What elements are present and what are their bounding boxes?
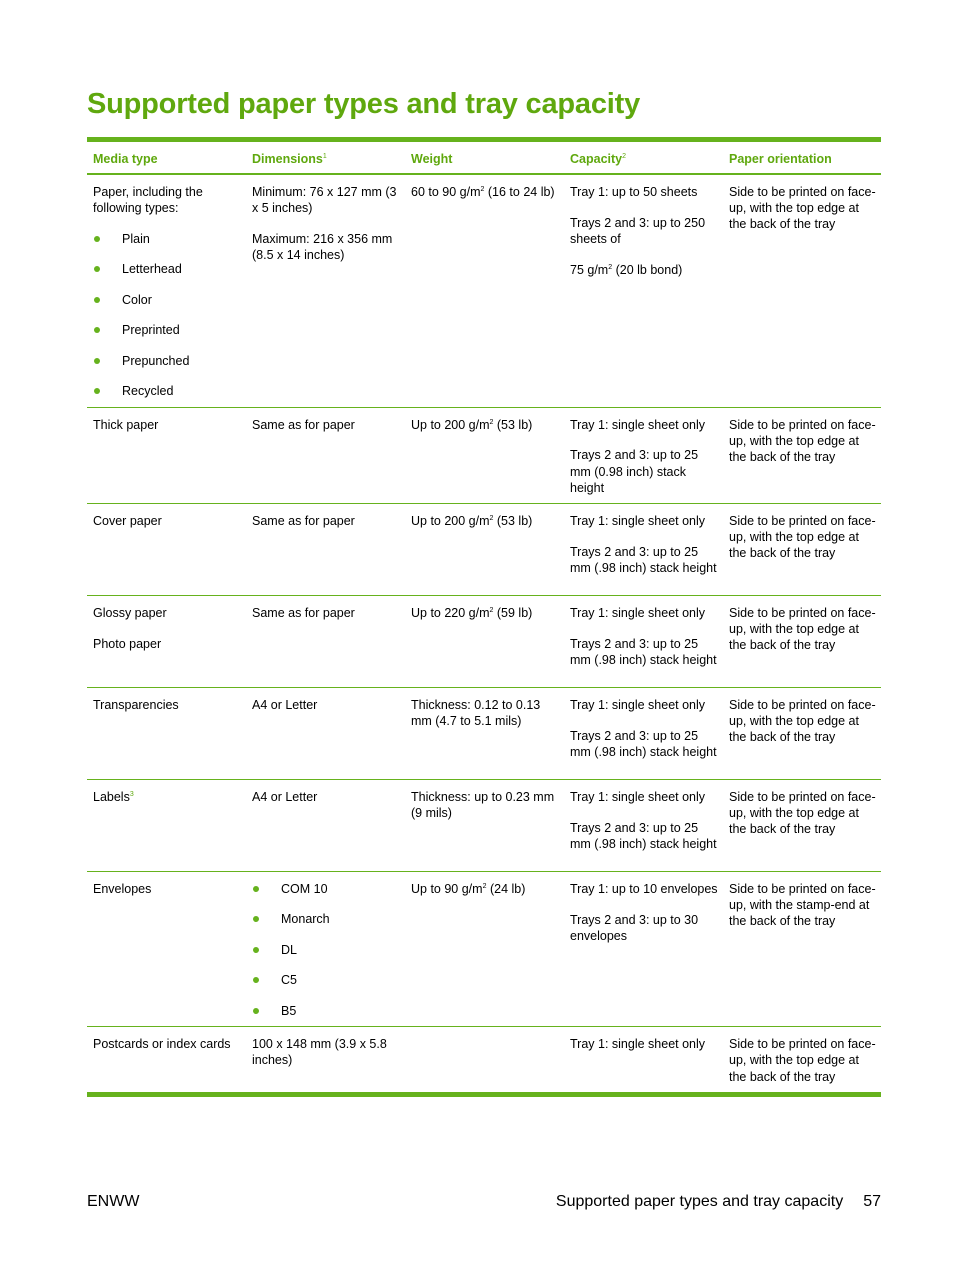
paper-types-list	[93, 231, 242, 400]
cell-orientation: Side to be printed on face-up, with the top edge at the back of the tray	[723, 503, 881, 595]
cell-dimensions: Same as for paper	[246, 595, 405, 687]
header-capacity: Capacity$^2$	[564, 142, 723, 174]
cell-capacity: Tray 1: up to 50 sheets Trays 2 and 3: up to 250 sheets of 75 $g/m^2$ (20 lb bond)	[564, 174, 723, 407]
cell-media-type: Envelopes	[87, 871, 246, 1026]
list-item: B5	[252, 1003, 401, 1019]
cell-dimensions	[246, 871, 405, 1026]
cell-capacity: Tray 1: single sheet only Trays 2 and 3: up to 25 mm (.98 inch) stack height	[564, 595, 723, 687]
cell-capacity: Tray 1: single sheet only	[570, 1037, 706, 1052]
table-row	[87, 1027, 881, 1092]
cell-dimensions: A4 or Letter	[246, 779, 405, 871]
table-row	[87, 503, 881, 595]
bullet-icon	[253, 947, 259, 953]
list-item: C5	[252, 972, 401, 988]
table-row	[87, 174, 881, 407]
bullet-icon	[94, 327, 100, 333]
bullet-icon	[253, 977, 259, 983]
cell-media-type: Transparencies	[87, 687, 246, 779]
cell-weight: Up to 200 $g/m^2$ (53 lb)	[405, 407, 564, 503]
bullet-icon	[253, 916, 259, 922]
cell-orientation: Side to be printed on face-up, with the top edge at the back of the tray	[723, 407, 881, 503]
footnote-marker: 3	[129, 790, 134, 798]
footer-section-title: Supported paper types and tray capacity	[555, 1193, 844, 1210]
cell-media-type: Glossy paper Photo paper	[87, 595, 246, 687]
footnote-marker: 2	[622, 152, 627, 160]
bullet-icon	[94, 297, 100, 303]
cell-weight	[405, 1027, 564, 1092]
table-row	[87, 595, 881, 687]
page-number: 57	[863, 1193, 881, 1210]
paper-types-table	[87, 137, 881, 1097]
table-header-row	[87, 142, 881, 174]
cell-media-type: Cover paper	[87, 503, 246, 595]
cell-capacity: Tray 1: single sheet only Trays 2 and 3: up to 25 mm (.98 inch) stack height	[564, 503, 723, 595]
cell-orientation: Side to be printed on face-up, with the top edge at the back of the tray	[723, 595, 881, 687]
footnote-marker: 1	[322, 152, 327, 160]
envelope-sizes-list	[252, 881, 401, 1019]
cell-weight: Thickness: up to 0.23 mm (9 mils)	[405, 779, 564, 871]
footer-right	[556, 1193, 881, 1211]
list-item: DL	[252, 942, 401, 958]
cell-capacity: Tray 1: single sheet only Trays 2 and 3: up to 25 mm (.98 inch) stack height	[564, 687, 723, 779]
table-row	[87, 687, 881, 779]
page-title: Supported paper types and tray capacity	[87, 88, 641, 120]
cell-capacity: Tray 1: single sheet only Trays 2 and 3: up to 25 mm (0.98 inch) stack height	[564, 407, 723, 503]
list-item: Monarch	[252, 911, 401, 927]
cell-weight: Up to 220 $g/m^2$ (59 lb)	[405, 595, 564, 687]
bullet-icon	[253, 1008, 259, 1014]
bullet-icon	[94, 266, 100, 272]
cell-orientation: Side to be printed on face-up, with the top edge at the back of the tray	[723, 174, 881, 407]
cell-weight: Up to 90 $g/m^2$ (24 lb)	[405, 871, 564, 1026]
list-item: Plain	[93, 231, 242, 247]
cell-weight: Up to 200 $g/m^2$ (53 lb)	[405, 503, 564, 595]
cell-dimensions: Same as for paper	[246, 503, 405, 595]
cell-dimensions: 100 x 148 mm (3.9 x 5.8 inches)	[252, 1037, 387, 1068]
cell-orientation: Side to be printed on face-up, with the stamp-end at the back of the tray	[723, 871, 881, 1026]
bullet-icon	[253, 886, 259, 892]
list-item: Preprinted	[93, 322, 242, 338]
bullet-icon	[94, 236, 100, 242]
cell-orientation: Side to be printed on face-up, with the top edge at the back of the tray	[729, 1037, 876, 1084]
list-item: Prepunched	[93, 353, 242, 369]
bullet-icon	[94, 388, 100, 394]
header-media-type: Media type	[87, 142, 246, 174]
footer-left: ENWW	[87, 1193, 140, 1210]
header-dimensions: Dimensions$^1$	[246, 142, 405, 174]
cell-dimensions: A4 or Letter	[246, 687, 405, 779]
cell-capacity: Tray 1: up to 10 envelopes Trays 2 and 3: up to 30 envelopes	[564, 871, 723, 1026]
cell-media-type: Paper, including the following types: Plain Letterhead Color Preprinted Prepunched Recycled	[87, 174, 246, 407]
cell-capacity: Tray 1: single sheet only Trays 2 and 3: up to 25 mm (.98 inch) stack height	[564, 779, 723, 871]
bullet-icon	[94, 358, 100, 364]
cell-media-type: Labels$^3$	[87, 779, 246, 871]
cell-orientation: Side to be printed on face-up, with the top edge at the back of the tray	[723, 687, 881, 779]
table-row	[87, 407, 881, 503]
cell-weight: 60 to 90 $g/m^2$ (16 to 24 lb)	[405, 174, 564, 407]
cell-weight: Thickness: 0.12 to 0.13 mm (4.7 to 5.1 mils)	[405, 687, 564, 779]
cell-dimensions: Same as for paper	[246, 407, 405, 503]
cell-dimensions: Minimum: 76 x 127 mm (3 x 5 inches) Maximum: 216 x 356 mm (8.5 x 14 inches)	[246, 174, 405, 407]
header-weight: Weight	[405, 142, 564, 174]
list-item: COM 10	[252, 881, 401, 897]
cell-media-type: Postcards or index cards	[93, 1037, 231, 1052]
cell-orientation: Side to be printed on face-up, with the top edge at the back of the tray	[723, 779, 881, 871]
header-paper-orientation: Paper orientation	[723, 142, 881, 174]
cell-media-type: Thick paper	[87, 407, 246, 503]
list-item: Letterhead	[93, 261, 242, 277]
list-item: Recycled	[93, 383, 242, 399]
table-row	[87, 779, 881, 871]
list-item: Color	[93, 292, 242, 308]
table-row	[87, 871, 881, 1026]
